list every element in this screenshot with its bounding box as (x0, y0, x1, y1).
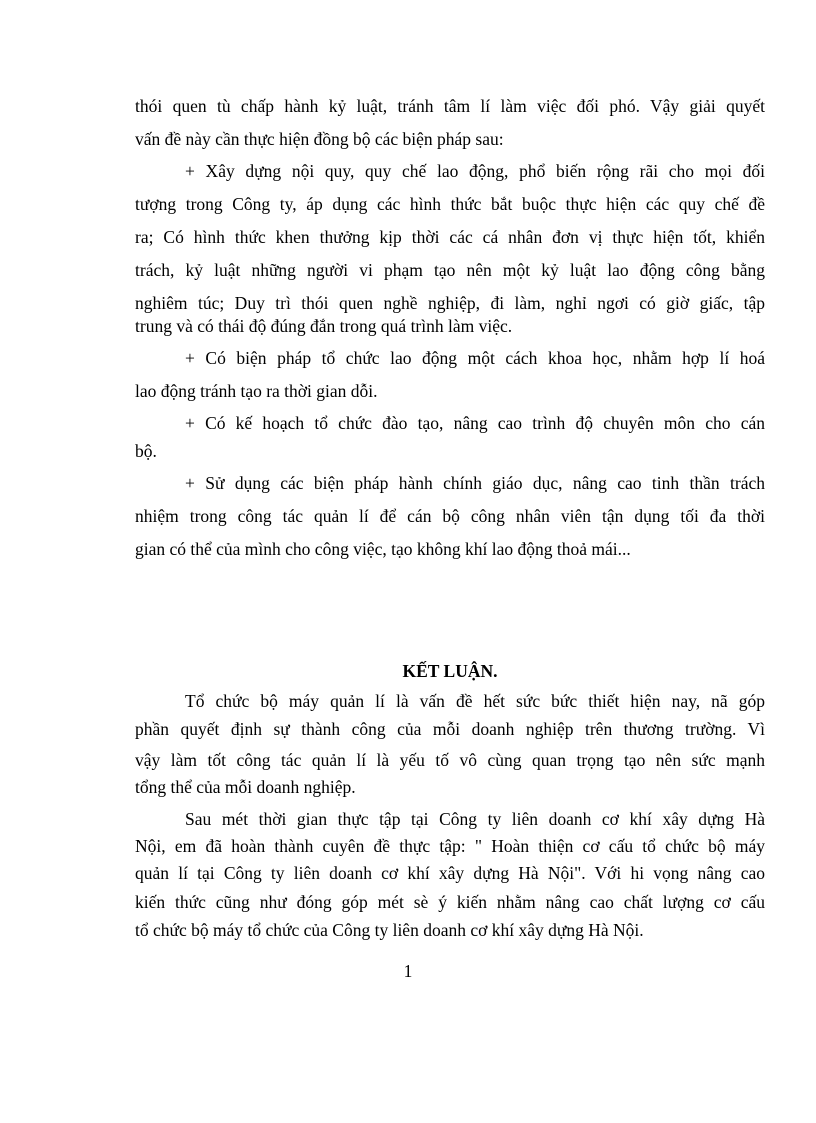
body-text-line: kiến thức cũng như đóng góp mét sè ý kiến nhằm nâng cao chất lượng cơ cấu (135, 892, 765, 912)
body-text-line: tổ chức bộ máy tổ chức của Công ty liên doanh cơ khí xây dựng Hà Nội. (135, 920, 644, 940)
body-text-line: lao động tránh tạo ra thời gian dỗi. (135, 381, 378, 401)
body-text-line: Tổ chức bộ máy quản lí là vấn đề hết sức bức thiết hiện nay, nã góp (185, 691, 765, 711)
body-text-line: Sau mét thời gian thực tập tại Công ty liên doanh cơ khí xây dựng Hà (185, 809, 765, 829)
body-text-line: quản lí tại Công ty liên doanh cơ khí xây dựng Hà Nội". Với hi vọng nâng cao (135, 863, 765, 883)
body-text-line: phần quyết định sự thành công của mỗi doanh nghiệp trên thương trường. Vì (135, 719, 765, 739)
body-text-line: bộ. (135, 441, 157, 461)
body-text-line: vấn đề này cần thực hiện đồng bộ các biện pháp sau: (135, 129, 504, 149)
body-text-line: nhiệm trong công tác quản lí để cán bộ công nhân viên tận dụng tối đa thời (135, 506, 765, 526)
body-text-line: + Sử dụng các biện pháp hành chính giáo dục, nâng cao tinh thần trách (185, 473, 765, 493)
body-text-line: + Có biện pháp tổ chức lao động một cách khoa học, nhằm hợp lí hoá (185, 348, 765, 368)
page-number: 1 (403, 961, 413, 981)
body-text-line: Nội, em đã hoàn thành cuyên đề thực tập: " Hoàn thiện cơ cấu tổ chức bộ máy (135, 836, 765, 856)
body-text-line: + Xây dựng nội quy, quy chế lao động, phổ biến rộng rãi cho mọi đối (185, 161, 765, 181)
body-text-line: gian có thể của mình cho công việc, tạo không khí lao động thoả mái... (135, 539, 631, 559)
body-text-line: vậy làm tốt công tác quản lí là yếu tố vô cùng quan trọng tạo nên sức mạnh (135, 750, 765, 770)
body-text-line: tượng trong Công ty, áp dụng các hình thức bắt buộc thực hiện các quy chế đề (135, 194, 765, 214)
section-heading: KẾT LUẬN. (402, 661, 498, 681)
body-text-line: ra; Có hình thức khen thưởng kịp thời các cá nhân đơn vị thực hiện tốt, khiển (135, 227, 765, 247)
body-text-line: trách, kỷ luật những người vi phạm tạo nên một kỷ luật lao động công bằng (135, 260, 765, 280)
body-text-line: tổng thể của mỗi doanh nghiệp. (135, 777, 356, 797)
body-text-line: + Có kế hoạch tổ chức đào tạo, nâng cao trình độ chuyên môn cho cán (185, 413, 765, 433)
body-text-line: trung và có thái độ đúng đắn trong quá trình làm việc. (135, 316, 513, 336)
body-text-line: thói quen tù chấp hành kỷ luật, tránh tâm lí làm việc đối phó. Vậy giải quyết (135, 96, 765, 116)
body-text-line: nghiêm túc; Duy trì thói quen nghề nghiệp, đi làm, nghỉ ngơi có giờ giấc, tập (135, 293, 765, 313)
